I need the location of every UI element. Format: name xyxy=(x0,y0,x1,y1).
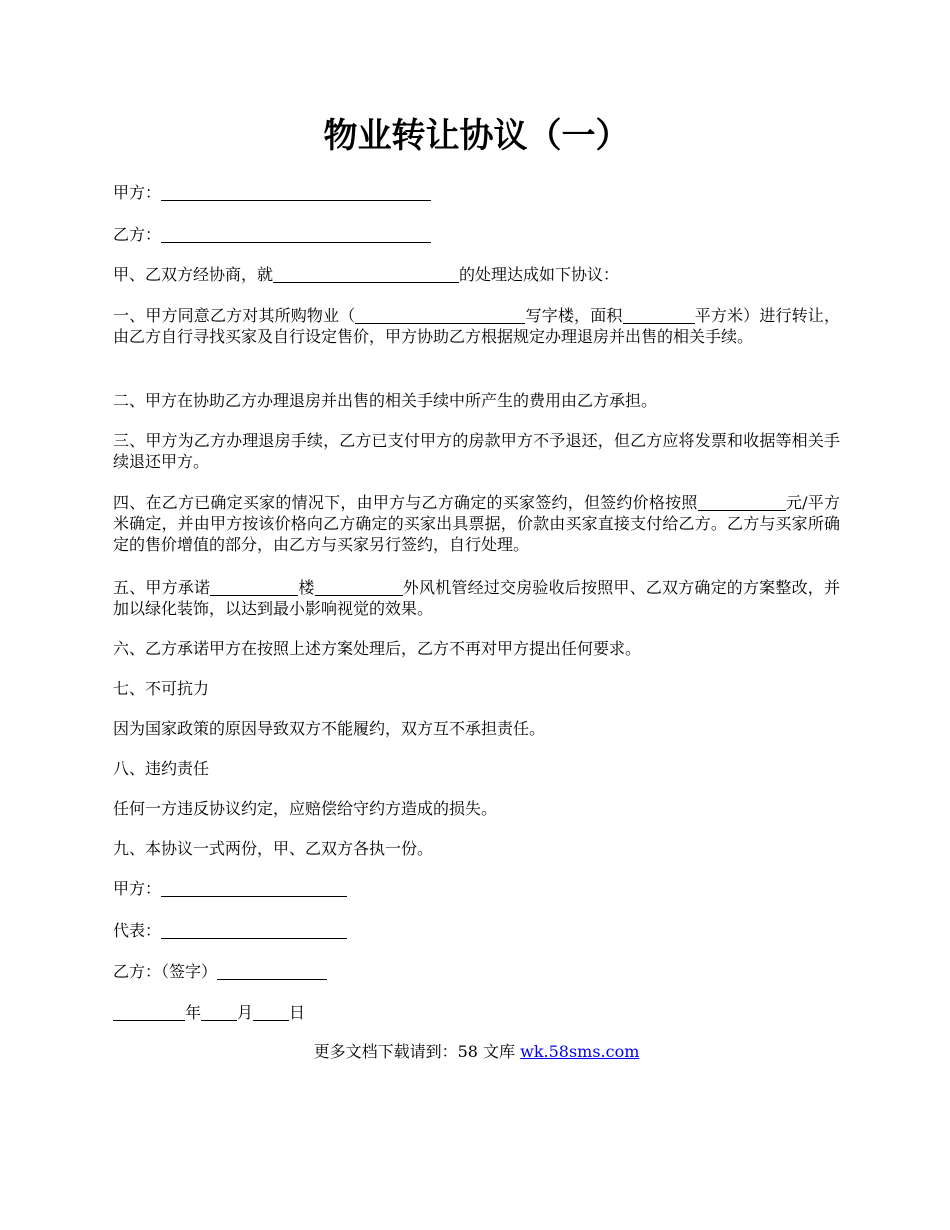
clause-8-heading: 八、违约责任 xyxy=(113,759,210,778)
clause-1-blank-building xyxy=(355,307,525,324)
clause-4-blank-price-1 xyxy=(698,494,754,511)
clause-4-a: 四、在乙方已确定买家的情况下，由甲方与乙方确定的买家签约，但签约价格按照 xyxy=(113,493,698,512)
clause-4 xyxy=(113,492,840,555)
date-year-label: 年 xyxy=(185,1003,202,1022)
clause-2: 二、甲方在协助乙方办理退房并出售的相关手续中所产生的费用由乙方承担。 xyxy=(113,391,658,410)
clause-5-b: 楼 xyxy=(298,578,315,597)
party-a-line xyxy=(113,182,840,203)
clause-3: 三、甲方为乙方办理退房手续，乙方已支付甲方的房款甲方不予退还，但乙方应将发票和收据等相关手续退还甲方。 xyxy=(113,431,840,471)
party-b-line xyxy=(113,224,840,245)
clause-1-blank-area xyxy=(623,307,695,324)
sign-party-a-label: 甲方： xyxy=(113,879,162,898)
date-line xyxy=(113,1002,840,1023)
clause-5 xyxy=(113,577,840,619)
clause-9: 九、本协议一式两份，甲、乙双方各执一份。 xyxy=(113,839,434,858)
clause-7-heading: 七、不可抗力 xyxy=(113,679,210,698)
clause-7-body: 因为国家政策的原因导致双方不能履约，双方互不承担责任。 xyxy=(113,719,546,738)
clause-8-body: 任何一方违反协议约定，应赔偿给守约方造成的损失。 xyxy=(113,799,498,818)
party-a-blank xyxy=(161,184,431,201)
date-month-blank xyxy=(201,1004,237,1021)
sign-party-b-line xyxy=(113,961,840,982)
clause-4-blank-price-2 xyxy=(754,494,786,511)
party-a-label: 甲方： xyxy=(113,183,162,202)
date-year-blank xyxy=(113,1004,185,1021)
clause-6: 六、乙方承诺甲方在按照上述方案处理后，乙方不再对甲方提出任何要求。 xyxy=(113,639,642,658)
sign-party-b-label: 乙方：（签字） xyxy=(113,962,218,981)
clause-5-blank-location xyxy=(315,579,403,596)
clause-1-a: 一、甲方同意乙方对其所购物业（ xyxy=(113,306,356,325)
sign-party-b-blank xyxy=(217,963,327,980)
date-day-blank xyxy=(253,1004,289,1021)
footer-link[interactable]: wk.58sms.com xyxy=(520,1042,640,1061)
date-day-label: 日 xyxy=(289,1003,306,1022)
sign-representative-label: 代表： xyxy=(113,921,162,940)
intro-line xyxy=(113,264,840,285)
party-b-label: 乙方： xyxy=(113,225,162,244)
clause-1-c: 平方米）进行转让，由乙方自行寻找买家及自行设定售价，甲方协助乙方根据规定办理退房并出售的相关手续。 xyxy=(113,306,840,346)
document-title: 物业转让协议（一） xyxy=(323,116,630,156)
intro-blank xyxy=(273,266,459,283)
sign-representative-line xyxy=(113,920,840,941)
party-b-blank xyxy=(161,226,431,243)
footer xyxy=(113,1041,840,1063)
clause-5-c: 外风机管经过交房验收后按照甲、乙双方确定的方案整改，并加以绿化装饰，以达到最小影响视觉的效果。 xyxy=(113,578,840,618)
clause-1-b: 写字楼，面积 xyxy=(525,306,623,325)
clause-5-blank-building xyxy=(210,579,298,596)
clause-5-a: 五、甲方承诺 xyxy=(113,578,211,597)
sign-party-a-blank xyxy=(161,880,347,897)
sign-representative-blank xyxy=(161,922,347,939)
intro-post: 的处理达成如下协议： xyxy=(459,265,620,284)
date-month-label: 月 xyxy=(237,1003,254,1022)
clause-4-b: 元/平方米确定，并由甲方按该价格向乙方确定的买家出具票据，价款由买家直接支付给乙方。乙方与买家所确定的售价增值的部分，由乙方与买家另行签约，自行处理。 xyxy=(113,493,840,554)
sign-party-a-line xyxy=(113,878,840,899)
footer-text: 更多文档下载请到：58 文库 xyxy=(313,1042,521,1061)
clause-1 xyxy=(113,305,840,347)
intro-pre: 甲、乙双方经协商，就 xyxy=(113,265,274,284)
